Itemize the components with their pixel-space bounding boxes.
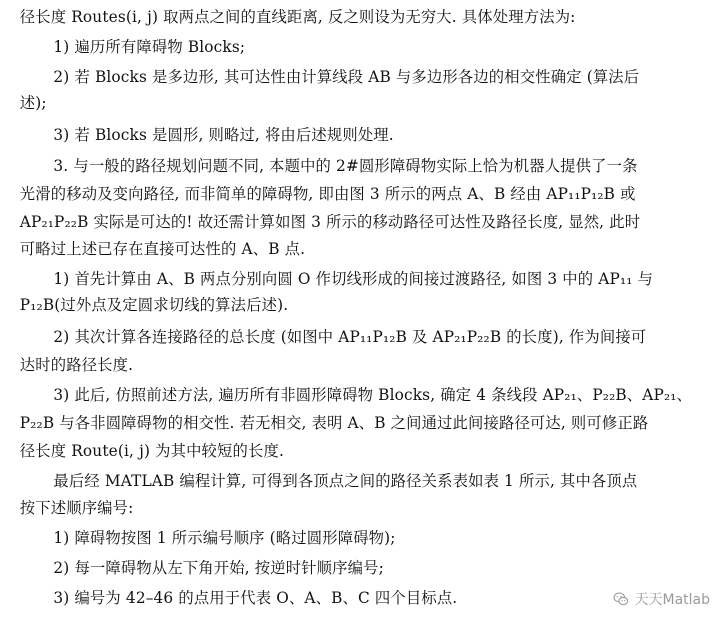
text-line: P₁₂B(过外点及定圆求切线的算法后述). bbox=[19, 296, 289, 314]
text-line: 3) 若 Blocks 是圆形, 则略过, 将由后述规则处理. bbox=[53, 126, 394, 144]
text-line: 3. 与一般的路径规划问题不同, 本题中的 2#圆形障碍物实际上恰为机器人提供了一条 bbox=[53, 157, 638, 175]
text-line: 1) 首先计算由 A、B 两点分别向圆 O 作切线形成的间接过渡路径, 如图 3 中的 AP₁₁ 与 bbox=[53, 270, 654, 288]
watermark bbox=[613, 589, 710, 609]
text-line: 达时的路径长度. bbox=[19, 356, 134, 374]
text-line: 最后经 MATLAB 编程计算, 可得到各顶点之间的路径关系表如表 1 所示, 其中各顶点 bbox=[53, 472, 638, 490]
text-line: 3) 此后, 仿照前述方法, 遍历所有非圆形障碍物 Blocks, 确定 4 条线段 AP₂₁、P₂₂B、AP₂₁、 bbox=[53, 386, 693, 404]
text-line: 述); bbox=[19, 94, 47, 112]
text-line: 径长度 Routes(i, j) 取两点之间的直线距离, 反之则设为无穷大. 具体处理方法为: bbox=[19, 8, 576, 26]
text-line: 2) 其次计算各连接路径的总长度 (如图中 AP₁₁P₁₂B 及 AP₂₁P₂₂B 的长度), 作为间接可 bbox=[53, 328, 647, 346]
text-line: 按下述顺序编号: bbox=[19, 499, 134, 517]
watermark-text: 天天Matlab bbox=[634, 592, 710, 608]
text-line: 1) 遍历所有障碍物 Blocks; bbox=[53, 38, 246, 56]
text-line: 可略过上述已存在直接可达性的 A、B 点. bbox=[19, 240, 306, 258]
text-line: AP₂₁P₂₂B 实际是可达的! 故还需计算如图 3 所示的移动路径可达性及路径长度, 显然, 此时 bbox=[19, 213, 641, 231]
wechat-icon bbox=[613, 591, 629, 607]
text-line: 径长度 Route(i, j) 为其中较短的长度. bbox=[19, 442, 284, 460]
text-line: 2) 若 Blocks 是多边形, 其可达性由计算线段 AB 与多边形各边的相交性确定 (算法后 bbox=[53, 68, 640, 86]
text-line: 3) 编号为 42–46 的点用于代表 O、A、B、C 四个目标点. bbox=[53, 589, 458, 607]
text-line: P₂₂B 与各非圆障碍物的相交性. 若无相交, 表明 A、B 之间通过此间接路径可达, 则可修正路 bbox=[19, 414, 649, 432]
text-line: 1) 障碍物按图 1 所示编号顺序 (略过圆形障碍物); bbox=[53, 529, 396, 547]
text-line: 2) 每一障碍物从左下角开始, 按逆时针顺序编号; bbox=[53, 559, 384, 577]
text-line: 光滑的移动及变向路径, 而非简单的障碍物, 即由图 3 所示的两点 A、B 经由 AP₁₁P₁₂B 或 bbox=[19, 185, 636, 203]
